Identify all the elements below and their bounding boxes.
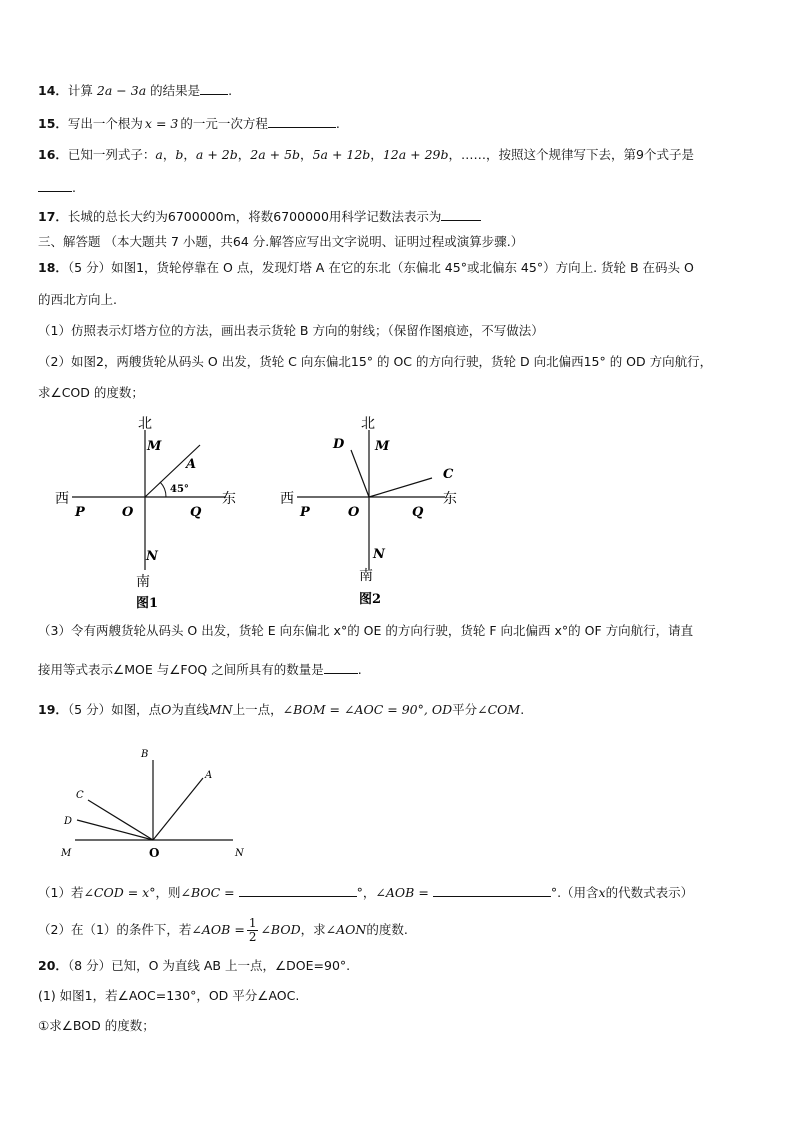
q19-N-label: N [235,848,244,859]
q19-M-label: M [61,848,72,859]
q19-part1-end: 的代数式表示） [605,885,694,900]
figure-2 [275,410,475,615]
q18-part3-line1: （3）令有两艘货轮从码头 O 出发，货轮 E 向东偏北 x°的 OE 的方向行驶，货轮 F 向北偏西 x°的 OF 方向航行，请直 [38,623,694,638]
answer-blank[interactable] [268,113,336,128]
q19-part2-end: 的度数. [366,922,408,937]
question-number: 17． [38,209,68,224]
q18-part3-end: . [357,662,362,677]
section-heading: 三、解答题 （本大题共 7 小题，共64 分.解答应写出文字说明、证明过程或演算步骤.） [38,234,524,249]
question-14 [38,80,232,101]
q19-part1-x: x [598,885,606,900]
q19-part2-expr2: ∠BOD [260,922,301,937]
q18-part3-line2 [38,659,362,680]
q19-C-label: C [76,790,84,801]
q20-part1: (1) 如图1，若∠AOC=130°，OD 平分∠AOC. [38,988,300,1003]
q19-part1-deg: °， [356,885,376,900]
question-18 [38,258,694,278]
q19-part1-deg2: °.（用含 [550,885,599,900]
fig2-P-label: P [300,505,310,520]
q15-end: . [335,116,340,131]
ray-OA [153,778,203,840]
fig2-C-label: C [443,467,454,482]
q19-O-label: O [149,846,160,860]
fig2-M-label: M [375,439,390,454]
q14-end: . [228,83,233,98]
figure-q19 [55,740,265,865]
question-19 [38,700,524,720]
fig2-Q-label: Q [412,505,424,520]
q14-text-2: 的结果是 [150,83,201,98]
question-17 [38,206,481,227]
q19-point-o: O [161,702,172,717]
fig2-D-label: D [333,437,345,452]
q19-line-mn: MN [208,702,233,717]
q19-part1 [38,882,693,903]
q19-text-2: 为直线 [171,702,209,717]
question-15 [38,113,340,134]
q16-term: 2a + 5b [250,147,301,162]
fig2-N-label: N [373,547,385,562]
question-number: 18． [38,260,68,275]
fig2-south-label: 南 [359,568,373,584]
q16-end: . [72,180,76,195]
q18-part2-line2: 求∠COD 的度数； [38,385,144,400]
q16-term: a + 2b [195,147,238,162]
q16-term: a [155,147,163,162]
q16-term: 12a + 29b [382,147,449,162]
q18-part2-line1: （2）如图2，两艘货轮从码头 O 出发，货轮 C 向东偏北15° 的 OC 的方向行驶，货轮 D 向北偏西15° 的 OD 方向航行， [38,354,713,369]
question-16-cont [38,177,76,198]
fig1-O-label: O [122,505,134,520]
fig1-Q-label: Q [190,505,202,520]
q19-part1-text-2: ，则 [155,885,181,900]
fig2-O-label: O [348,505,360,520]
question-20 [38,956,350,976]
q16-text: 已知一列式子： [67,147,156,162]
ray-OC [88,800,153,840]
question-number: 20． [38,958,68,973]
fig1-caption: 图1 [136,596,159,611]
q19-end: . [520,702,525,717]
question-number: 16． [38,147,68,162]
fig1-north-label: 北 [138,416,152,432]
fig1-west-label: 西 [55,491,69,507]
q19-part2-expr1: ∠AOB = [191,922,245,937]
q19-part1-expr3: ∠AOB = [375,885,429,900]
question-number: 14． [38,83,68,98]
fig1-M-label: M [147,439,162,454]
fig1-N-label: N [146,549,158,564]
q16-text-2: ，……，按照这个规律写下去，第9个式子是 [448,147,694,162]
q15-text: 写出一个根为 [67,116,143,131]
answer-blank[interactable] [324,659,358,674]
fig2-caption: 图2 [359,592,382,607]
q19-expression: ∠BOM = ∠AOC = 90°, OD [282,702,453,717]
q16-sep: ， [162,147,176,162]
answer-blank[interactable] [38,177,72,192]
q16-sep: ， [370,147,383,162]
q19-text: （5 分）如图，点 [67,702,162,717]
fig2-north-label: 北 [361,416,375,432]
q19-A-label: A [205,770,213,781]
q15-text-2: 的一元一次方程 [180,116,268,131]
q18-line2: 的西北方向上. [38,292,117,307]
q16-term: b [175,147,184,162]
answer-blank[interactable] [200,80,228,95]
q19-expression-2: ∠COM [477,702,521,717]
fig2-west-label: 西 [280,491,294,507]
q19-part1-expr1: ∠COD = x° [83,885,156,900]
fraction-numerator: 1 [248,916,257,930]
q19-part2-text-2: ，求 [300,922,326,937]
fig1-angle-label: 45° [170,484,189,495]
fraction-denominator: 2 [248,930,257,944]
fig1-A-label: A [186,457,197,472]
ray-OC [369,478,432,497]
ray-OD [351,450,369,497]
question-number: 19． [38,702,68,717]
fig1-east-label: 东 [222,491,236,507]
q14-expression: 2a − 3a [96,83,147,98]
q19-part2-expr3: ∠AON [325,922,367,937]
q17-text: 长城的总长大约为6700000m，将数6700000用科学记数法表示为 [67,209,442,224]
q16-sep: ， [300,147,313,162]
fig1-P-label: P [75,505,85,520]
q18-line1: （5 分）如图1，货轮停靠在 O 点，发现灯塔 A 在它的东北（东偏北 45°或北偏东 45°）方向上. 货轮 B 在码头 O [67,260,694,275]
question-16 [38,145,694,165]
q19-part1-expr2: ∠BOC = [180,885,235,900]
fig1-south-label: 南 [136,574,150,590]
figure-1 [50,410,250,615]
q19-text-3: 上一点， [232,702,283,717]
q19-part2 [38,916,408,944]
fig2-east-label: 东 [443,491,457,507]
ray-OD [77,820,153,840]
question-number: 15． [38,116,68,131]
fraction-one-half [247,917,259,944]
answer-blank[interactable] [239,882,357,897]
answer-blank[interactable] [441,206,481,221]
q19-part1-text: （1）若 [38,885,84,900]
q19-text-4: 平分 [452,702,478,717]
q19-part2-text: （2）在（1）的条件下，若 [38,922,192,937]
q15-expression: x = 3 [144,116,179,131]
q16-sep: ， [237,147,251,162]
q20-part1a: ①求∠BOD 的度数； [38,1018,155,1033]
q20-line1: （8 分）已知，O 为直线 AB 上一点，∠DOE=90°. [67,958,351,973]
q14-text: 计算 [67,83,93,98]
q19-B-label: B [141,749,149,760]
q18-part1: （1）仿照表示灯塔方位的方法，画出表示货轮 B 方向的射线；（保留作图痕迹，不写做法） [38,323,544,338]
angle-arc [160,482,166,497]
q16-term: 5a + 12b [312,147,371,162]
q19-D-label: D [64,816,73,827]
answer-blank[interactable] [433,882,551,897]
q16-sep: ， [183,147,196,162]
q18-part3-text: 接用等式表示∠MOE 与∠FOQ 之间所具有的数量是 [38,662,324,677]
